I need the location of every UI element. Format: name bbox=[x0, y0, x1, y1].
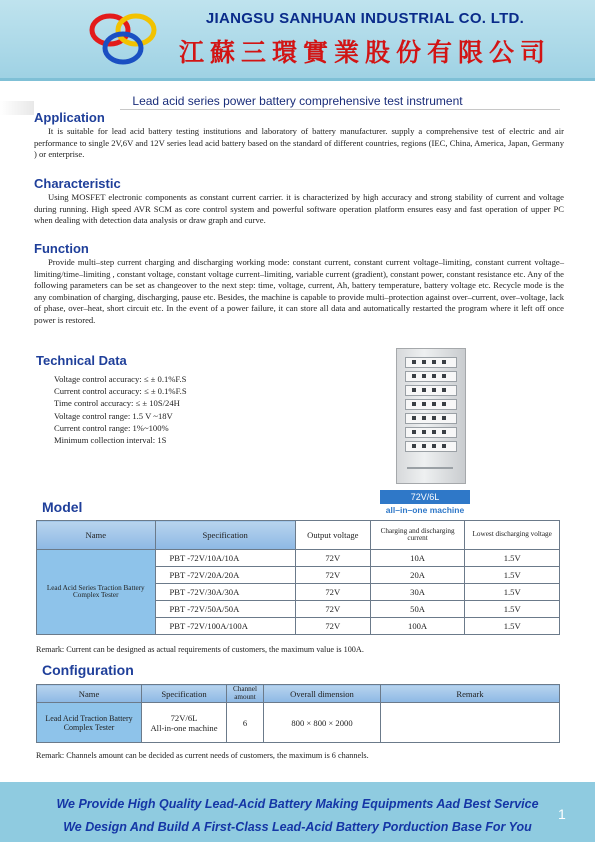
tech-item: Current control accuracy: ≤ ± 0.1%F.S bbox=[54, 386, 187, 397]
config-channels-cell: 6 bbox=[227, 703, 264, 743]
characteristic-text: Using MOSFET electronic components as constant current carrier. it is characterized by high accuracy and strong stability of current and voltage during running. High speed AVR SCM as core control system and powerful software operation platform ensures easy and fast operation of upper PC when dealing with detection data analysis or draw graph and curve. bbox=[34, 192, 564, 225]
technical-list bbox=[54, 373, 187, 446]
function-heading: Function bbox=[34, 241, 89, 256]
title-underline bbox=[120, 109, 560, 110]
tester-cabinet-image bbox=[396, 348, 466, 484]
config-col-dimension: Overall dimension bbox=[264, 685, 381, 703]
model-col-lowest: Lowest discharging voltage bbox=[465, 521, 560, 550]
config-spec-line1: 72V/6L bbox=[170, 712, 198, 723]
config-spec-line2: All-in-one machine bbox=[150, 722, 218, 733]
model-current: 10A bbox=[370, 550, 465, 567]
model-col-name: Name bbox=[37, 521, 156, 550]
model-spec: PBT -72V/50A/50A bbox=[155, 601, 295, 618]
model-voltage: 72V bbox=[295, 567, 370, 584]
company-name-chinese: 江蘇三環實業股份有限公司 bbox=[178, 38, 551, 67]
product-caption: all–in–one machine bbox=[385, 505, 465, 515]
title-row bbox=[0, 92, 595, 110]
model-col-spec: Specification bbox=[155, 521, 295, 550]
model-spec: PBT -72V/100A/100A bbox=[155, 618, 295, 635]
product-badge: 72V/6L bbox=[380, 490, 470, 504]
table-row bbox=[37, 703, 560, 743]
model-col-current: Charging and discharging current bbox=[370, 521, 465, 550]
model-lowest: 1.5V bbox=[465, 550, 560, 567]
config-col-remark: Remark bbox=[381, 685, 560, 703]
config-col-spec: Specification bbox=[142, 685, 227, 703]
model-lowest: 1.5V bbox=[465, 618, 560, 635]
model-table bbox=[36, 520, 560, 635]
model-lowest: 1.5V bbox=[465, 567, 560, 584]
model-spec: PBT -72V/30A/30A bbox=[155, 584, 295, 601]
model-voltage: 72V bbox=[295, 550, 370, 567]
model-voltage: 72V bbox=[295, 601, 370, 618]
tech-item: Minimum collection interval: 1S bbox=[54, 435, 167, 446]
model-remark: Remark: Current can be designed as actual requirements of customers, the maximum value is 100A. bbox=[36, 645, 364, 654]
model-spec: PBT -72V/20A/20A bbox=[155, 567, 295, 584]
application-text: It is suitable for lead acid battery testing institutions and laboratory of battery manufacturer. supply a comprehensive test of electric and air performance to single 2V,6V and 12V series lead acid battery based on the standard of different countries, regions (IEC, China, America, Japan, Germany ) or enterprise. bbox=[34, 126, 564, 159]
page-title: Lead acid series power battery comprehensive test instrument bbox=[132, 94, 463, 108]
model-current: 20A bbox=[370, 567, 465, 584]
technical-heading: Technical Data bbox=[36, 353, 127, 368]
header-divider bbox=[0, 78, 595, 81]
config-col-name: Name bbox=[37, 685, 142, 703]
config-spec-cell bbox=[142, 703, 227, 743]
model-voltage: 72V bbox=[295, 618, 370, 635]
application-heading: Application bbox=[34, 110, 105, 125]
model-lowest: 1.5V bbox=[465, 584, 560, 601]
page-number: 1 bbox=[558, 806, 566, 822]
function-text: Provide multi–step current charging and discharging working mode: constant current, constant current voltage–limiting, constant current voltage–limiting/time–limiting , constant voltage, constant voltage current–limiting, variable current (gradient), constant power, constant resistance etc. Any of the following parameters can be set as changeover to the next step: time, voltage, current, Ah, battery temperature, battery voltage etc. Recycle mode is the any combination of charging, discharging, pause etc. Besides, the machine is capable to provide multi–protection against over–current, over–voltage, lack of phase, over–heat, short circuit etc. In the event of a power failure, it can store all data and automatically restarted the program where it left off once power is restored. bbox=[34, 257, 564, 325]
model-heading: Model bbox=[42, 499, 83, 515]
model-lowest: 1.5V bbox=[465, 601, 560, 618]
config-col-channels: Channel amount bbox=[227, 685, 264, 703]
config-name-cell: Lead Acid Traction Battery Complex Tester bbox=[37, 703, 142, 743]
model-current: 50A bbox=[370, 601, 465, 618]
company-name-english: JIANGSU SANHUAN INDUSTRIAL CO. LTD. bbox=[205, 10, 525, 27]
tech-item: Time control accuracy: ≤ ± 10S/24H bbox=[54, 398, 180, 409]
table-row bbox=[37, 550, 560, 567]
configuration-heading: Configuration bbox=[42, 662, 134, 678]
tech-item: Voltage control accuracy: ≤ ± 0.1%F.S bbox=[54, 374, 187, 384]
model-col-voltage: Output voltage bbox=[295, 521, 370, 550]
tech-item: Voltage control range: 1.5 V ~18V bbox=[54, 410, 173, 421]
model-voltage: 72V bbox=[295, 584, 370, 601]
configuration-table bbox=[36, 684, 560, 743]
tech-item: Current control range: 1%~100% bbox=[54, 422, 169, 433]
model-current: 30A bbox=[370, 584, 465, 601]
model-spec: PBT -72V/10A/10A bbox=[155, 550, 295, 567]
model-name-cell: Lead Acid Series Traction Battery Complex Tester bbox=[37, 550, 156, 635]
footer-slogan-2: We Design And Build A First-Class Lead-Acid Battery Porduction Base For You bbox=[63, 820, 532, 834]
configuration-remark: Remark: Channels amount can be decided as current needs of customers, the maximum is 6 channels. bbox=[36, 751, 369, 760]
config-dimension-cell: 800 × 800 × 2000 bbox=[264, 703, 381, 743]
model-current: 100A bbox=[370, 618, 465, 635]
config-remark-cell bbox=[381, 703, 560, 743]
characteristic-heading: Characteristic bbox=[34, 176, 121, 191]
footer-slogan-1: We Provide High Quality Lead-Acid Battery Making Equipments Aad Best Service bbox=[56, 797, 539, 811]
